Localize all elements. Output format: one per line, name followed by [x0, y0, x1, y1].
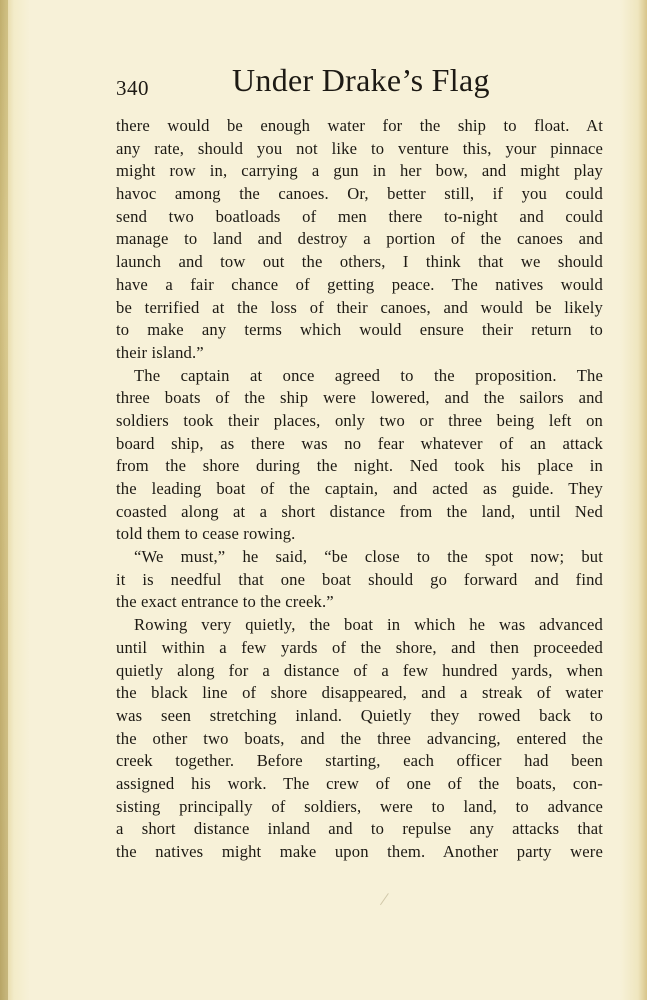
pencil-mark — [380, 893, 397, 911]
text-line: it is needful that one boat should go forward and find — [116, 569, 603, 589]
text-line: from the shore during the night. Ned took his place in — [116, 456, 603, 476]
text-line: told them to cease rowing. — [116, 524, 296, 544]
text-line: assigned his work. The crew of one of the boats, con- — [116, 773, 603, 793]
text-line: the exact entrance to the creek.” — [116, 592, 334, 612]
text-line: any rate, should you not like to venture this, your pinnace — [116, 138, 603, 158]
text-line: havoc among the canoes. Or, better still, if you could — [116, 184, 603, 204]
text-line: might row in, carrying a gun in her bow, and might play — [116, 161, 603, 181]
text-line: a short distance inland and to repulse any attacks that — [116, 819, 603, 839]
text-line: the black line of shore disappeared, and a streak of water — [116, 683, 603, 703]
text-line: board ship, as there was no fear whatever of an attack — [116, 433, 603, 453]
text-line: there would be enough water for the ship to float. At — [116, 116, 603, 135]
text-line: Rowing very quietly, the boat in which he was advanced — [134, 615, 603, 635]
text-line: three boats of the ship were lowered, and the sailors and — [116, 388, 603, 408]
running-head: Under Drake’s Flag — [232, 62, 490, 98]
text-line: manage to land and destroy a portion of the canoes and — [116, 229, 603, 249]
text-line: “We must,” he said, “be close to the spot now; but — [134, 547, 603, 567]
text-line: their island.” — [116, 342, 204, 362]
page-number: 340 — [116, 76, 149, 100]
text-line: quietly along for a distance of a few hundred yards, when — [116, 660, 603, 680]
text-line: was seen stretching inland. Quietly they rowed back to — [116, 705, 603, 725]
text-line: coasted along at a short distance from the land, until Ned — [116, 501, 603, 521]
text-line: the natives might make upon them. Another party were — [116, 842, 603, 861]
page-header — [116, 62, 616, 108]
text-line: be terrified at the loss of their canoes, and would be likely — [116, 297, 603, 317]
text-line: sisting principally of soldiers, were to land, to advance — [116, 796, 603, 816]
text-line: the leading boat of the captain, and acted as guide. They — [116, 479, 603, 498]
body-text — [116, 115, 603, 864]
text-line: The captain at once agreed to the proposition. The — [134, 365, 603, 385]
text-line: the other two boats, and the three advancing, entered the — [116, 728, 603, 748]
text-line: launch and tow out the others, I think that we should — [116, 252, 603, 272]
text-line: have a fair chance of getting peace. The natives would — [116, 274, 603, 294]
text-line: to make any terms which would ensure their return to — [116, 320, 603, 340]
text-line: until within a few yards of the shore, and then proceeded — [116, 637, 603, 657]
text-line: creek together. Before starting, each officer had been — [116, 751, 603, 771]
text-line: send two boatloads of men there to-night and could — [116, 206, 603, 226]
text-line: soldiers took their places, only two or three being left on — [116, 410, 603, 430]
